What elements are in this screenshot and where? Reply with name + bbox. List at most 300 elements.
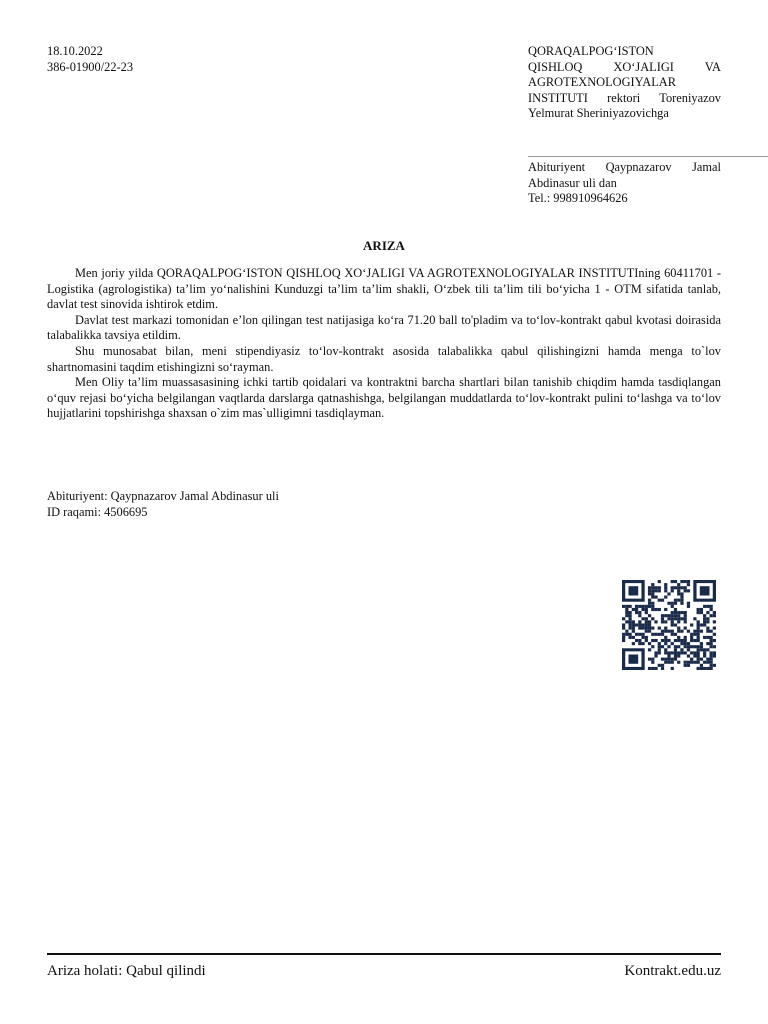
qr-module bbox=[664, 614, 667, 617]
qr-module bbox=[622, 617, 625, 620]
qr-module bbox=[690, 658, 693, 661]
document-title: ARIZA bbox=[363, 238, 405, 253]
qr-module bbox=[674, 654, 677, 657]
qr-module bbox=[651, 645, 654, 648]
qr-code-icon bbox=[622, 580, 716, 670]
qr-module bbox=[684, 580, 687, 583]
qr-module bbox=[697, 639, 700, 642]
qr-module bbox=[677, 620, 680, 623]
qr-module bbox=[664, 596, 667, 599]
qr-module bbox=[667, 617, 670, 620]
qr-module bbox=[671, 667, 674, 670]
qr-module bbox=[677, 654, 680, 657]
applicant-name: Abituriyent: Qaypnazarov Jamal Abdinasur uli bbox=[47, 489, 279, 503]
qr-module bbox=[658, 651, 661, 654]
qr-module bbox=[661, 664, 664, 667]
qr-module bbox=[648, 614, 651, 617]
qr-module bbox=[684, 614, 687, 617]
qr-module bbox=[625, 633, 628, 636]
qr-module bbox=[674, 611, 677, 614]
qr-module bbox=[661, 645, 664, 648]
qr-module bbox=[638, 605, 641, 608]
qr-module bbox=[710, 642, 713, 645]
qr-module bbox=[651, 667, 654, 670]
document-number: 386-01900/22-23 bbox=[47, 59, 134, 74]
qr-module bbox=[641, 617, 644, 620]
qr-module bbox=[710, 630, 713, 633]
qr-module bbox=[677, 636, 680, 639]
qr-module bbox=[674, 580, 677, 583]
qr-module bbox=[677, 589, 680, 592]
qr-module bbox=[710, 645, 713, 648]
qr-module bbox=[664, 639, 667, 642]
qr-module bbox=[706, 620, 709, 623]
qr-module bbox=[661, 658, 664, 661]
qr-module bbox=[710, 661, 713, 664]
qr-module bbox=[648, 586, 651, 589]
qr-module bbox=[645, 627, 648, 630]
qr-module bbox=[645, 620, 648, 623]
qr-module bbox=[625, 630, 628, 633]
qr-module bbox=[635, 639, 638, 642]
qr-module bbox=[697, 667, 700, 670]
qr-module bbox=[687, 602, 690, 605]
qr-module bbox=[645, 617, 648, 620]
qr-module bbox=[645, 623, 648, 626]
qr-module bbox=[700, 658, 703, 661]
qr-module bbox=[648, 605, 651, 608]
qr-module bbox=[680, 599, 683, 602]
qr-module bbox=[677, 617, 680, 620]
qr-module bbox=[706, 617, 709, 620]
qr-module bbox=[703, 614, 706, 617]
qr-module bbox=[697, 633, 700, 636]
qr-module bbox=[622, 639, 625, 642]
qr-module bbox=[700, 611, 703, 614]
qr-module bbox=[671, 602, 674, 605]
qr-module bbox=[651, 639, 654, 642]
qr-module bbox=[680, 639, 683, 642]
qr-module bbox=[658, 599, 661, 602]
qr-module bbox=[638, 623, 641, 626]
qr-module bbox=[671, 651, 674, 654]
qr-module bbox=[680, 596, 683, 599]
qr-module bbox=[635, 633, 638, 636]
qr-module bbox=[697, 608, 700, 611]
qr-module bbox=[622, 627, 625, 630]
qr-module bbox=[713, 611, 716, 614]
qr-module bbox=[674, 608, 677, 611]
qr-module bbox=[664, 608, 667, 611]
qr-module bbox=[680, 651, 683, 654]
qr-module bbox=[693, 661, 696, 664]
qr-module bbox=[687, 589, 690, 592]
body-paragraph: Men joriy yilda QORAQALPOGʻISTON QISHLOQ XOʻJALIGI VA AGROTEXNOLOGIYALAR INSTITUTIning 60411701 - Logistika (agrologistika) taʼlim yoʻnalishini Kunduzgi taʼlim taʼlim shakli, Oʻzbek tili taʼlim tili boʻyicha 1 - OTM sifatida tanlab, davlat test sinovida ishtirok etdim. bbox=[47, 266, 721, 312]
qr-module bbox=[651, 661, 654, 664]
qr-module bbox=[690, 639, 693, 642]
footer-website: Kontrakt.edu.uz bbox=[624, 963, 721, 979]
qr-module bbox=[648, 620, 651, 623]
qr-module bbox=[651, 586, 654, 589]
qr-module bbox=[684, 636, 687, 639]
qr-module bbox=[693, 651, 696, 654]
application-body bbox=[47, 266, 721, 422]
qr-module bbox=[651, 617, 654, 620]
qr-module bbox=[654, 654, 657, 657]
qr-module bbox=[632, 642, 635, 645]
qr-module bbox=[674, 648, 677, 651]
qr-module bbox=[671, 580, 674, 583]
qr-module bbox=[706, 627, 709, 630]
qr-module bbox=[648, 667, 651, 670]
qr-module bbox=[687, 648, 690, 651]
qr-module bbox=[710, 664, 713, 667]
qr-module bbox=[710, 639, 713, 642]
qr-module bbox=[687, 605, 690, 608]
qr-module bbox=[677, 599, 680, 602]
qr-module bbox=[641, 636, 644, 639]
addressee-line: Yelmurat Sheriniyazovichga bbox=[528, 106, 669, 121]
qr-module bbox=[648, 592, 651, 595]
qr-module bbox=[651, 608, 654, 611]
addressee-line: QORAQALPOGʻISTON bbox=[528, 44, 654, 58]
qr-module bbox=[674, 586, 677, 589]
qr-module bbox=[674, 651, 677, 654]
qr-module bbox=[706, 642, 709, 645]
qr-module bbox=[632, 627, 635, 630]
qr-module bbox=[700, 648, 703, 651]
qr-module bbox=[664, 620, 667, 623]
qr-module bbox=[648, 658, 651, 661]
qr-module bbox=[648, 589, 651, 592]
qr-module bbox=[667, 630, 670, 633]
qr-module bbox=[697, 620, 700, 623]
qr-finder bbox=[628, 654, 638, 663]
qr-module bbox=[661, 620, 664, 623]
qr-module bbox=[677, 627, 680, 630]
qr-module bbox=[687, 583, 690, 586]
qr-module bbox=[674, 599, 677, 602]
qr-module bbox=[706, 630, 709, 633]
qr-module bbox=[690, 623, 693, 626]
qr-module bbox=[638, 639, 641, 642]
qr-module bbox=[635, 623, 638, 626]
qr-module bbox=[628, 620, 631, 623]
qr-module bbox=[713, 651, 716, 654]
qr-module bbox=[648, 630, 651, 633]
qr-module bbox=[658, 580, 661, 583]
qr-module bbox=[690, 661, 693, 664]
qr-module bbox=[641, 627, 644, 630]
qr-module bbox=[632, 623, 635, 626]
separator-line bbox=[528, 156, 768, 157]
qr-module bbox=[625, 611, 628, 614]
qr-module bbox=[680, 586, 683, 589]
qr-module bbox=[658, 627, 661, 630]
qr-module bbox=[645, 611, 648, 614]
qr-module bbox=[700, 642, 703, 645]
qr-module bbox=[648, 623, 651, 626]
qr-module bbox=[713, 664, 716, 667]
body-paragraph: Davlat test markazi tomonidan eʼlon qilingan test natijasiga koʻra 71.20 ball to'pladim va toʻlov-kontrakt qabul kvotasi doirasida talabalikka tavsiya etildim. bbox=[47, 312, 721, 343]
qr-module bbox=[651, 602, 654, 605]
qr-module bbox=[684, 651, 687, 654]
qr-module bbox=[664, 583, 667, 586]
qr-module bbox=[706, 658, 709, 661]
qr-module bbox=[687, 645, 690, 648]
qr-module bbox=[674, 623, 677, 626]
qr-module bbox=[651, 605, 654, 608]
qr-module bbox=[690, 636, 693, 639]
qr-module bbox=[706, 605, 709, 608]
qr-module bbox=[693, 639, 696, 642]
qr-module bbox=[687, 661, 690, 664]
qr-module bbox=[687, 580, 690, 583]
qr-module bbox=[648, 642, 651, 645]
qr-module bbox=[674, 633, 677, 636]
applicant-line: Abituriyent Qaypnazarov Jamal bbox=[528, 160, 721, 174]
qr-module bbox=[703, 623, 706, 626]
qr-module bbox=[664, 589, 667, 592]
qr-module bbox=[706, 648, 709, 651]
qr-module bbox=[703, 651, 706, 654]
qr-module bbox=[703, 636, 706, 639]
qr-module bbox=[671, 611, 674, 614]
qr-module bbox=[648, 599, 651, 602]
qr-module bbox=[654, 633, 657, 636]
qr-module bbox=[684, 664, 687, 667]
qr-module bbox=[664, 630, 667, 633]
qr-module bbox=[690, 633, 693, 636]
qr-module bbox=[658, 664, 661, 667]
qr-module bbox=[671, 589, 674, 592]
applicant-block bbox=[528, 160, 721, 207]
qr-module bbox=[638, 611, 641, 614]
qr-module bbox=[680, 617, 683, 620]
qr-module bbox=[628, 611, 631, 614]
qr-module bbox=[700, 664, 703, 667]
qr-module bbox=[697, 623, 700, 626]
qr-module bbox=[641, 642, 644, 645]
qr-module bbox=[671, 614, 674, 617]
qr-module bbox=[651, 658, 654, 661]
qr-module bbox=[677, 611, 680, 614]
qr-module bbox=[658, 589, 661, 592]
qr-module bbox=[667, 654, 670, 657]
qr-module bbox=[664, 642, 667, 645]
qr-module bbox=[684, 611, 687, 614]
qr-module bbox=[680, 592, 683, 595]
qr-module bbox=[700, 667, 703, 670]
qr-module bbox=[661, 633, 664, 636]
qr-module bbox=[658, 648, 661, 651]
qr-module bbox=[697, 611, 700, 614]
qr-module bbox=[680, 580, 683, 583]
qr-module bbox=[680, 648, 683, 651]
body-paragraph: Shu munosabat bilan, meni stipendiyasiz toʻlov-kontrakt asosida talabalikka qabul qilishingizni hamda menga to`lov shartnomasini taqdim etishingizni soʻrayman. bbox=[47, 343, 721, 374]
qr-module bbox=[645, 636, 648, 639]
qr-module bbox=[677, 583, 680, 586]
qr-module bbox=[664, 661, 667, 664]
qr-module bbox=[635, 611, 638, 614]
qr-module bbox=[651, 592, 654, 595]
qr-module bbox=[680, 642, 683, 645]
qr-module bbox=[654, 639, 657, 642]
qr-module bbox=[667, 602, 670, 605]
qr-module bbox=[641, 633, 644, 636]
qr-module bbox=[651, 633, 654, 636]
qr-module bbox=[674, 614, 677, 617]
qr-module bbox=[690, 651, 693, 654]
qr-module bbox=[638, 633, 641, 636]
qr-module bbox=[713, 614, 716, 617]
qr-module bbox=[697, 645, 700, 648]
signoff-block bbox=[47, 489, 279, 520]
qr-module bbox=[661, 630, 664, 633]
application-status: Ariza holati: Qabul qilindi bbox=[47, 963, 206, 979]
qr-module bbox=[622, 636, 625, 639]
qr-module bbox=[697, 627, 700, 630]
qr-module bbox=[703, 617, 706, 620]
qr-module bbox=[632, 636, 635, 639]
qr-module bbox=[697, 648, 700, 651]
qr-module bbox=[677, 639, 680, 642]
qr-module bbox=[703, 620, 706, 623]
qr-module bbox=[661, 639, 664, 642]
qr-module bbox=[713, 633, 716, 636]
qr-module bbox=[697, 654, 700, 657]
body-paragraph: Men Oliy taʼlim muassasasining ichki tartib qoidalari va kontraktni barcha shartlari bilan tanishib chiqdim hamda tasdiqlangan oʻquv rejasi boʻyicha belgilangan vaqtlarda darslarga qatnashishga, belgilangan muddatlarda toʻlov-kontrakt pulini toʻlashga va toʻlov hujjatlarini topshirishga shaxsan o`zim mas`ulligimni tasdiqlayman. bbox=[47, 375, 721, 421]
addressee-line: AGROTEXNOLOGIYALAR bbox=[528, 75, 676, 90]
qr-module bbox=[684, 639, 687, 642]
qr-module bbox=[645, 630, 648, 633]
applicant-line: Abdinasur uli dan bbox=[528, 175, 617, 190]
qr-module bbox=[713, 627, 716, 630]
qr-module bbox=[632, 620, 635, 623]
qr-module bbox=[693, 633, 696, 636]
qr-module bbox=[628, 617, 631, 620]
qr-module bbox=[625, 620, 628, 623]
qr-module bbox=[667, 651, 670, 654]
qr-module bbox=[654, 651, 657, 654]
qr-module bbox=[693, 645, 696, 648]
qr-module bbox=[710, 636, 713, 639]
qr-module bbox=[700, 608, 703, 611]
qr-module bbox=[687, 642, 690, 645]
qr-module bbox=[713, 639, 716, 642]
qr-module bbox=[713, 645, 716, 648]
qr-module bbox=[700, 623, 703, 626]
qr-module bbox=[697, 630, 700, 633]
qr-module bbox=[661, 614, 664, 617]
qr-module bbox=[654, 596, 657, 599]
qr-module bbox=[671, 642, 674, 645]
qr-module bbox=[622, 633, 625, 636]
qr-module bbox=[697, 661, 700, 664]
qr-module bbox=[706, 661, 709, 664]
qr-module bbox=[706, 611, 709, 614]
qr-module bbox=[687, 630, 690, 633]
qr-module bbox=[677, 651, 680, 654]
qr-module bbox=[687, 664, 690, 667]
qr-module bbox=[648, 602, 651, 605]
applicant-phone: Tel.: 998910964626 bbox=[528, 191, 628, 206]
qr-module bbox=[706, 667, 709, 670]
qr-module bbox=[635, 608, 638, 611]
qr-module bbox=[703, 605, 706, 608]
qr-module bbox=[632, 608, 635, 611]
qr-module bbox=[684, 661, 687, 664]
qr-module bbox=[677, 586, 680, 589]
qr-module bbox=[697, 636, 700, 639]
qr-module bbox=[628, 636, 631, 639]
qr-module bbox=[638, 620, 641, 623]
qr-module bbox=[628, 633, 631, 636]
qr-module bbox=[641, 605, 644, 608]
qr-module bbox=[648, 627, 651, 630]
qr-module bbox=[638, 627, 641, 630]
qr-module bbox=[703, 667, 706, 670]
qr-module bbox=[654, 667, 657, 670]
qr-module bbox=[651, 589, 654, 592]
qr-module bbox=[664, 586, 667, 589]
qr-module bbox=[713, 654, 716, 657]
qr-module bbox=[684, 589, 687, 592]
qr-module bbox=[625, 605, 628, 608]
addressee-line: QISHLOQ XOʻJALIGI VA bbox=[528, 59, 721, 74]
qr-module bbox=[700, 630, 703, 633]
qr-module bbox=[625, 614, 628, 617]
qr-module bbox=[661, 599, 664, 602]
addressee-line: INSTITUTI rektori Toreniyazov bbox=[528, 90, 721, 105]
qr-module bbox=[664, 648, 667, 651]
qr-module bbox=[671, 658, 674, 661]
qr-module bbox=[671, 630, 674, 633]
qr-module bbox=[677, 661, 680, 664]
qr-module bbox=[651, 583, 654, 586]
qr-finder bbox=[700, 586, 710, 595]
qr-module bbox=[622, 623, 625, 626]
qr-module bbox=[687, 654, 690, 657]
qr-module bbox=[667, 592, 670, 595]
qr-module bbox=[658, 642, 661, 645]
qr-module bbox=[700, 645, 703, 648]
qr-module bbox=[671, 586, 674, 589]
qr-module bbox=[664, 627, 667, 630]
qr-module bbox=[628, 605, 631, 608]
qr-module bbox=[677, 592, 680, 595]
qr-module bbox=[641, 623, 644, 626]
qr-module bbox=[684, 645, 687, 648]
qr-module bbox=[654, 620, 657, 623]
qr-module bbox=[710, 605, 713, 608]
qr-module bbox=[645, 639, 648, 642]
qr-module bbox=[664, 658, 667, 661]
qr-module bbox=[684, 586, 687, 589]
qr-module bbox=[710, 654, 713, 657]
qr-module bbox=[648, 648, 651, 651]
qr-module bbox=[671, 605, 674, 608]
qr-module bbox=[710, 667, 713, 670]
qr-module bbox=[628, 614, 631, 617]
qr-module bbox=[654, 608, 657, 611]
qr-module bbox=[697, 658, 700, 661]
qr-module bbox=[667, 661, 670, 664]
qr-module bbox=[710, 651, 713, 654]
qr-module bbox=[658, 633, 661, 636]
qr-module bbox=[671, 617, 674, 620]
qr-module bbox=[677, 614, 680, 617]
